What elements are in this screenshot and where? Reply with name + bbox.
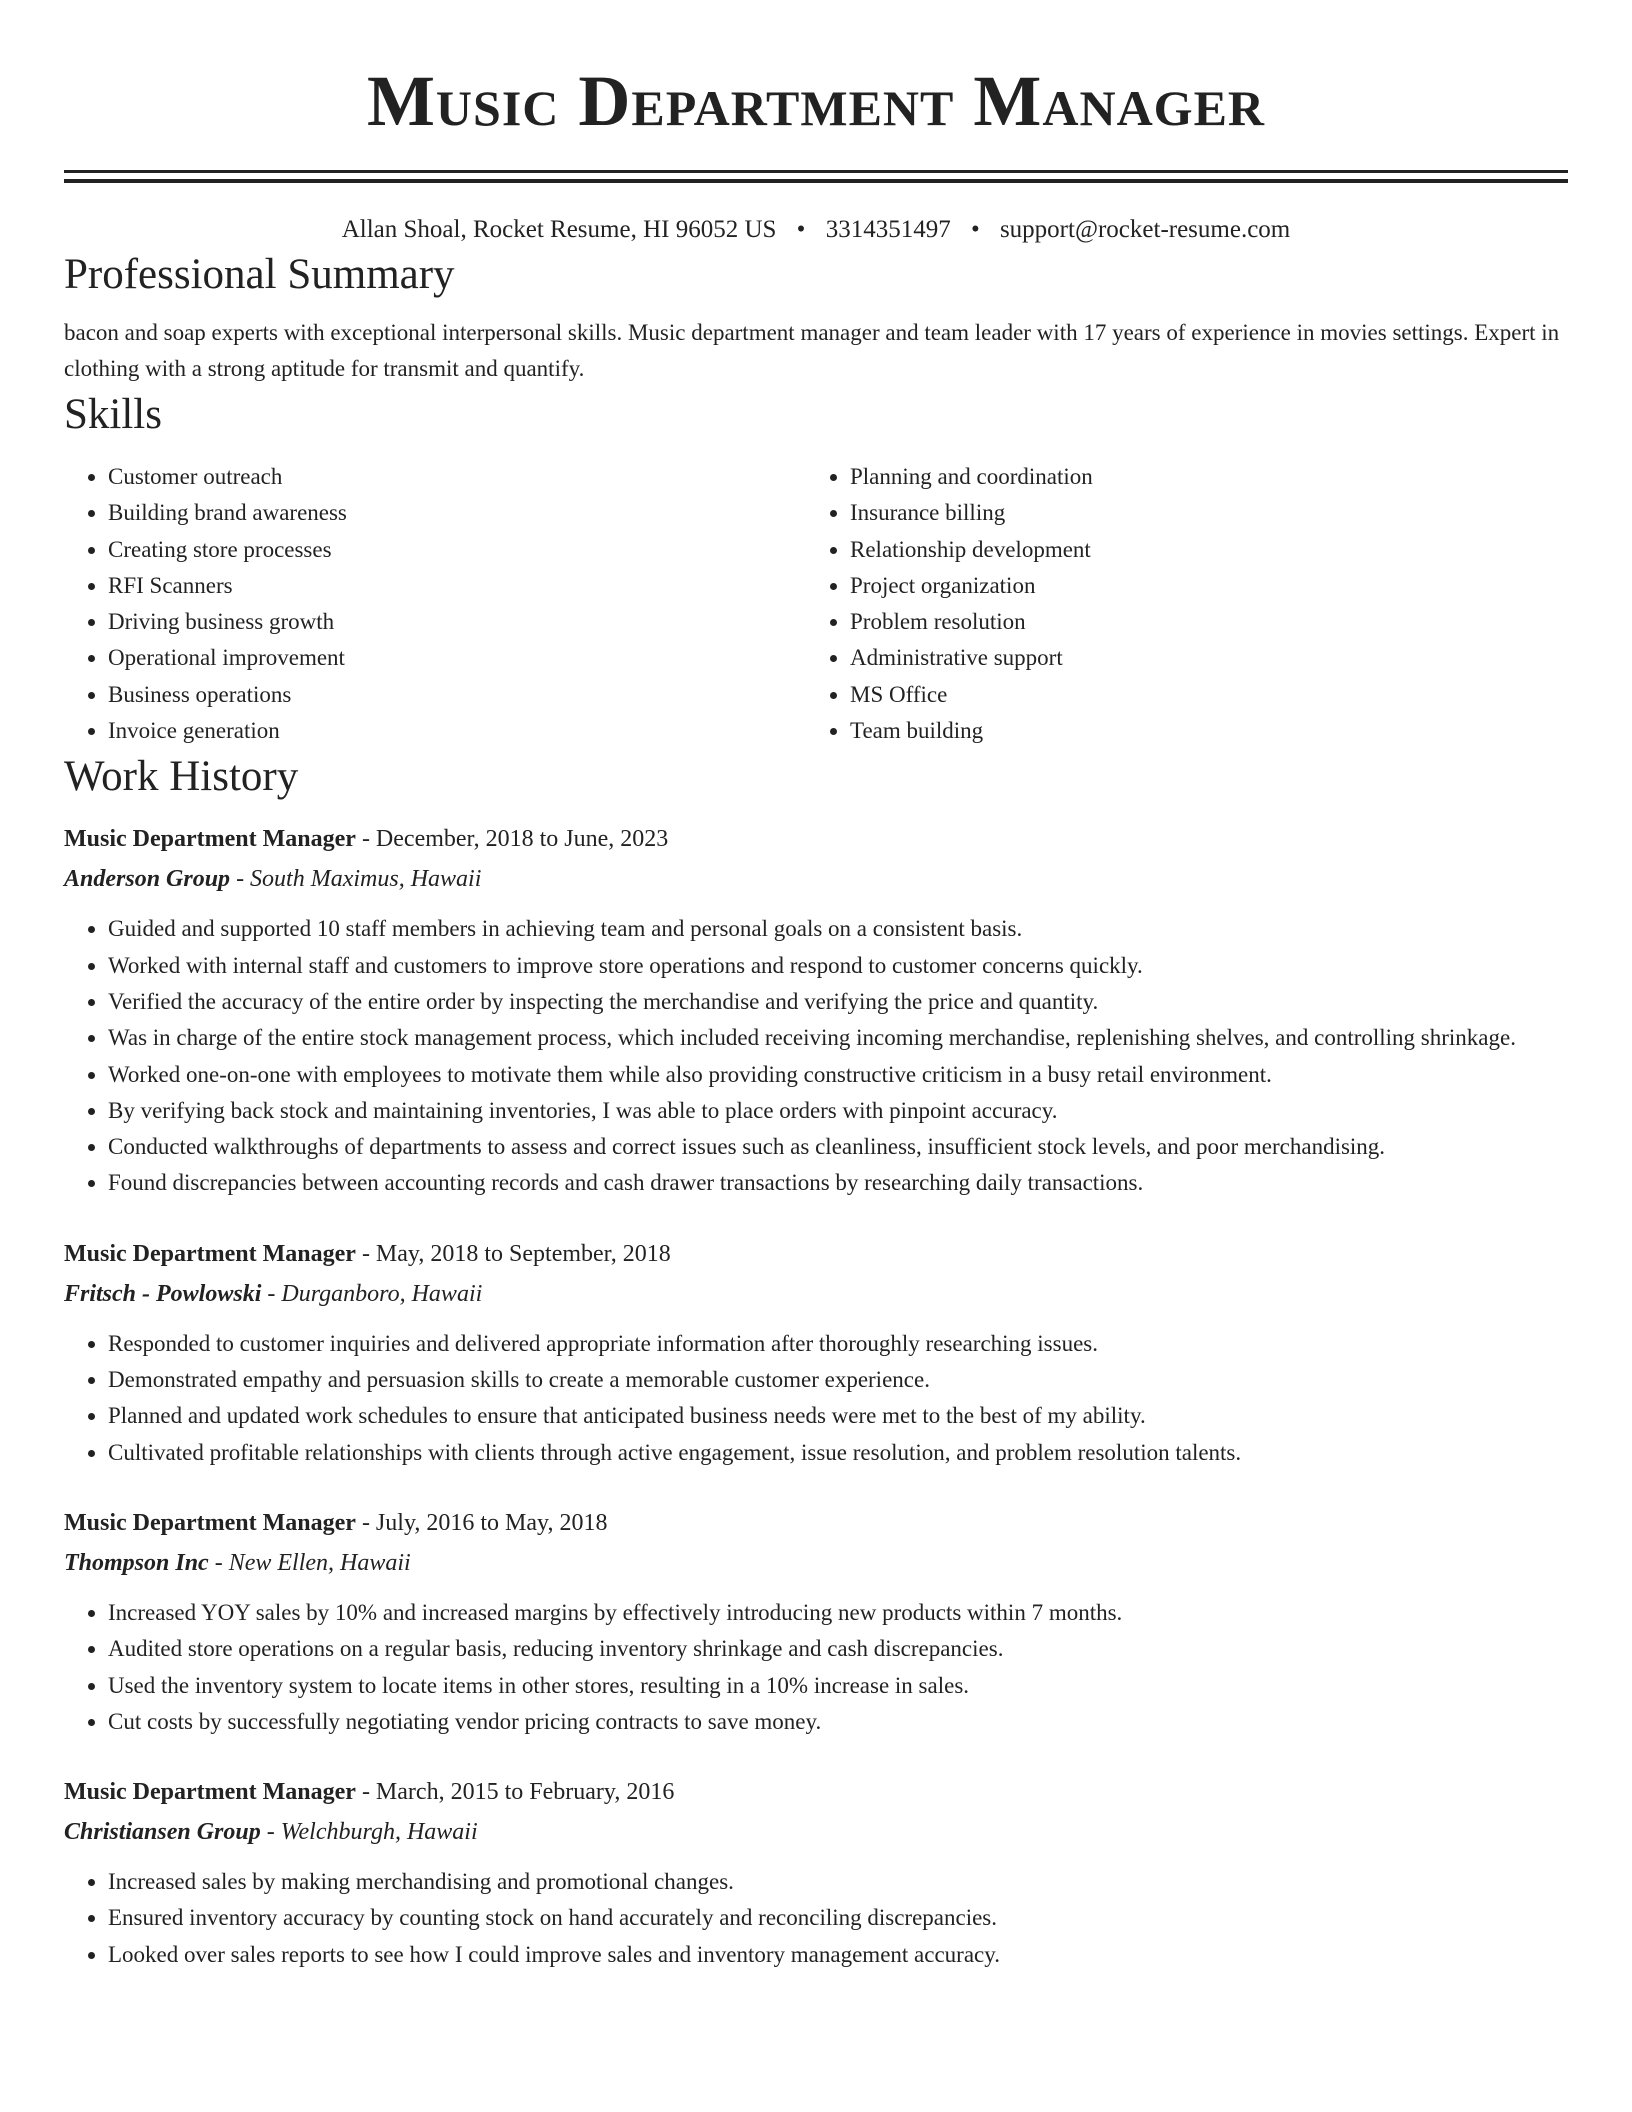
skill-item: • Customer outreach xyxy=(108,459,806,495)
skill-item: • Building brand awareness xyxy=(108,495,806,531)
job-bullets xyxy=(64,1595,1568,1740)
job-header xyxy=(64,1503,1568,1543)
job-dates: - March, 2015 to February, 2016 xyxy=(355,1779,675,1806)
job-company-line xyxy=(64,859,1568,899)
job-role: Music Department Manager xyxy=(64,826,356,853)
skill-item: • Business operations xyxy=(108,677,806,713)
job-bullet: • Increased YOY sales by 10% and increased margins by effectively introducing new products within 7 months. xyxy=(108,1595,1568,1631)
job-location: - Durganboro, Hawaii xyxy=(261,1280,483,1307)
job-bullet: • Looked over sales reports to see how I could improve sales and inventory management accuracy. xyxy=(108,1937,1568,1973)
skills-heading: Skills xyxy=(64,391,162,438)
job-company: Christiansen Group xyxy=(64,1819,261,1846)
job-bullet: • Audited store operations on a regular basis, reducing inventory shrinkage and cash discrepancies. xyxy=(108,1631,1568,1667)
job-bullet: • Worked with internal staff and customers to improve store operations and respond to customer concerns quickly. xyxy=(108,948,1568,984)
skill-item: • Driving business growth xyxy=(108,604,806,640)
job-bullet: • Demonstrated empathy and persuasion skills to create a memorable customer experience. xyxy=(108,1362,1568,1398)
job-bullet: • Found discrepancies between accounting records and cash drawer transactions by researching daily transactions. xyxy=(108,1165,1568,1201)
job-header xyxy=(64,819,1568,859)
job-bullet: • By verifying back stock and maintaining inventories, I was able to place orders with pinpoint accuracy. xyxy=(108,1093,1568,1129)
job-entry xyxy=(64,1772,1568,1973)
skills-column-right xyxy=(806,459,1548,749)
skill-item: • Administrative support xyxy=(850,640,1548,676)
job-bullet: • Was in charge of the entire stock management process, which included receiving incoming merchandise, replenishing shelves, and controlling shrinkage. xyxy=(108,1020,1568,1056)
contact-email: support@rocket-resume.com xyxy=(999,216,1291,243)
skill-item: • Insurance billing xyxy=(850,495,1548,531)
job-role: Music Department Manager xyxy=(64,1779,356,1806)
job-bullet: • Increased sales by making merchandising and promotional changes. xyxy=(108,1864,1568,1900)
job-bullet: • Planned and updated work schedules to ensure that anticipated business needs were met to the best of my ability. xyxy=(108,1398,1568,1434)
contact-separator: • xyxy=(970,216,980,243)
job-dates: - July, 2016 to May, 2018 xyxy=(355,1509,608,1536)
job-location: - Welchburgh, Hawaii xyxy=(260,1819,478,1846)
job-role: Music Department Manager xyxy=(64,1240,356,1267)
skills-column-left xyxy=(64,459,806,749)
job-bullets xyxy=(64,1864,1568,1973)
summary-text: bacon and soap experts with exceptional interpersonal skills. Music department manager and team leader with 17 years of experience in movies settings. Expert in clothing with a strong aptitude for transmit and quantify. xyxy=(64,320,1560,381)
skill-item: • MS Office xyxy=(850,677,1548,713)
job-bullet: • Responded to customer inquiries and delivered appropriate information after thoroughly researching issues. xyxy=(108,1326,1568,1362)
skill-item: • Operational improvement xyxy=(108,640,806,676)
job-bullet: • Guided and supported 10 staff members in achieving team and personal goals on a consistent basis. xyxy=(108,911,1568,947)
job-location: - New Ellen, Hawaii xyxy=(208,1549,411,1576)
job-entry xyxy=(64,819,1568,1201)
resume-title: Music Department Manager xyxy=(366,61,1266,141)
title-divider-bottom xyxy=(64,179,1568,183)
job-bullet: • Verified the accuracy of the entire order by inspecting the merchandise and verifying the price and quantity. xyxy=(108,984,1568,1020)
contact-phone: 3314351497 xyxy=(825,216,951,243)
work-history-heading: Work History xyxy=(64,753,299,801)
job-company: Thompson Inc xyxy=(64,1549,209,1576)
job-bullet: • Used the inventory system to locate items in other stores, resulting in a 10% increase in sales. xyxy=(108,1668,1568,1704)
job-dates: - December, 2018 to June, 2023 xyxy=(355,826,669,853)
contact-line xyxy=(64,213,1568,247)
skill-item: • Invoice generation xyxy=(108,713,806,749)
job-company-line xyxy=(64,1274,1568,1314)
job-bullet: • Ensured inventory accuracy by counting stock on hand accurately and reconciling discrepancies. xyxy=(108,1900,1568,1936)
job-company: Fritsch - Powlowski xyxy=(64,1280,262,1307)
skill-item: • Problem resolution xyxy=(850,604,1548,640)
job-entry xyxy=(64,1503,1568,1740)
job-header xyxy=(64,1772,1568,1812)
job-bullets xyxy=(64,1326,1568,1471)
skills-list xyxy=(64,459,1568,749)
job-company-line xyxy=(64,1812,1568,1852)
job-company: Anderson Group xyxy=(64,866,231,893)
job-bullet: • Cultivated profitable relationships with clients through active engagement, issue resolution, and problem resolution talents. xyxy=(108,1435,1568,1471)
title-divider-top xyxy=(64,170,1568,173)
job-bullets xyxy=(64,911,1568,1201)
job-role: Music Department Manager xyxy=(64,1509,356,1536)
skill-item: • Relationship development xyxy=(850,532,1548,568)
summary-heading: Professional Summary xyxy=(64,251,455,298)
job-entry xyxy=(64,1234,1568,1471)
skill-item: • RFI Scanners xyxy=(108,568,806,604)
job-dates: - May, 2018 to September, 2018 xyxy=(355,1240,671,1267)
skill-item: • Team building xyxy=(850,713,1548,749)
contact-separator: • xyxy=(796,216,806,243)
job-company-line xyxy=(64,1543,1568,1583)
job-bullet: • Cut costs by successfully negotiating vendor pricing contracts to save money. xyxy=(108,1704,1568,1740)
skill-item: • Creating store processes xyxy=(108,532,806,568)
skill-item: • Planning and coordination xyxy=(850,459,1548,495)
job-location: - South Maximus, Hawaii xyxy=(230,866,482,893)
job-header xyxy=(64,1234,1568,1274)
skill-item: • Project organization xyxy=(850,568,1548,604)
job-bullet: • Conducted walkthroughs of departments to assess and correct issues such as cleanliness, insufficient stock levels, and poor merchandising. xyxy=(108,1129,1568,1165)
job-bullet: • Worked one-on-one with employees to motivate them while also providing constructive criticism in a busy retail environment. xyxy=(108,1057,1568,1093)
contact-address: Allan Shoal, Rocket Resume, HI 96052 US xyxy=(341,216,777,243)
